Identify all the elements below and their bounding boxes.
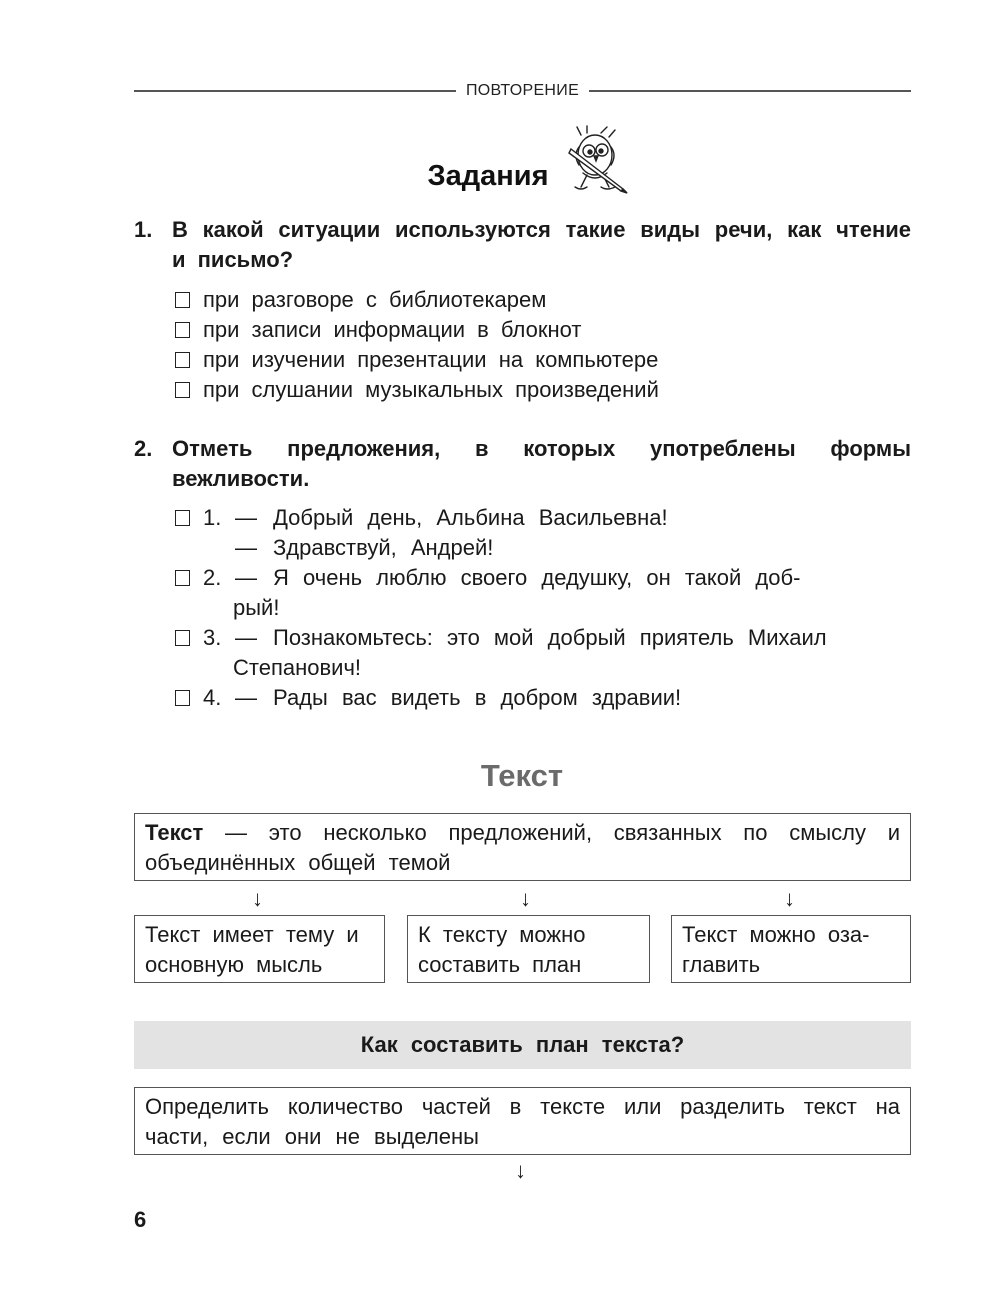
arrow-down-icon: ↓ — [520, 886, 531, 911]
page-number: 6 — [134, 1207, 147, 1232]
tasks-heading — [0, 125, 1000, 197]
question-text: Отметь предложения, в которых употреблены формы вежливости. — [172, 436, 911, 491]
question-1-options — [175, 285, 911, 405]
option-body — [233, 623, 911, 683]
property-box-theme: Текст имеет тему и основную мысль — [134, 915, 385, 983]
tasks-title: Задания — [427, 160, 549, 192]
option-dash: — — [235, 505, 257, 530]
option-line-2: рый! — [233, 595, 280, 620]
option-body — [233, 563, 911, 623]
option-label: при слушании музыкальных произведений — [203, 377, 659, 402]
option-item[interactable] — [175, 375, 911, 405]
checkbox[interactable] — [175, 382, 190, 398]
section-title-text: Текст — [480, 758, 564, 793]
option-line-1: Рады вас видеть в добром здравии! — [273, 685, 682, 710]
option-number: 2. — [203, 565, 222, 590]
option-body — [235, 503, 911, 563]
option-number: 3. — [203, 625, 222, 650]
header-rule-left — [134, 90, 456, 92]
option-line-1: Познакомьтесь: это мой добрый приятель Михаил — [273, 625, 827, 650]
plan-heading: Как составить план текста? — [360, 1032, 685, 1057]
checkbox[interactable] — [175, 630, 190, 646]
checkbox[interactable] — [175, 352, 190, 368]
checkbox[interactable] — [175, 510, 190, 526]
option-label: при изучении презентации на компьютере — [203, 347, 659, 372]
option-item[interactable] — [175, 285, 911, 315]
question-2-options — [175, 503, 911, 713]
option-item[interactable] — [175, 315, 911, 345]
checkbox[interactable] — [175, 570, 190, 586]
owl-with-pencil-icon — [561, 125, 633, 197]
option-item[interactable] — [175, 683, 911, 713]
arrow-down-icon: ↓ — [252, 886, 263, 911]
option-number: 4. — [203, 685, 222, 710]
option-dash: — — [235, 685, 257, 710]
checkbox[interactable] — [175, 322, 190, 338]
question-text: В какой ситуации используются такие виды речи, как чтение и письмо? — [172, 217, 911, 272]
option-item[interactable] — [175, 563, 911, 623]
property-box-plan: К тексту можно составить план — [407, 915, 650, 983]
option-dash: — — [235, 625, 257, 650]
option-body — [273, 683, 911, 713]
arrow-down-icon: ↓ — [515, 1158, 526, 1183]
option-label: при разговоре с библиотекарем — [203, 287, 547, 312]
checkbox[interactable] — [175, 292, 190, 308]
plan-step-box: Определить количество частей в тексте или разделить текст на части, если они не выделены — [134, 1087, 911, 1155]
option-item[interactable] — [175, 503, 911, 563]
running-title: ПОВТОРЕНИЕ — [465, 82, 580, 99]
option-dash: — — [235, 565, 257, 590]
question-number: 1. — [134, 217, 153, 242]
definition-box — [134, 813, 911, 881]
option-dash: — — [235, 535, 257, 560]
running-header — [134, 80, 911, 102]
question-number: 2. — [134, 436, 153, 461]
question-1 — [134, 215, 911, 275]
option-line-1: Я очень люблю своего дедушку, он такой доб- — [273, 565, 801, 590]
checkbox[interactable] — [175, 690, 190, 706]
plan-heading-band — [134, 1021, 911, 1069]
arrow-down-icon: ↓ — [784, 886, 795, 911]
definition-term: Текст — [145, 820, 204, 845]
option-item[interactable] — [175, 345, 911, 375]
option-label: при записи информации в блокнот — [203, 317, 582, 342]
option-line-2: Степанович! — [233, 655, 362, 680]
option-item[interactable] — [175, 623, 911, 683]
option-number: 1. — [203, 505, 222, 530]
definition-text: — это несколько предложений, связанных по смыслу и объединённых общей темой — [145, 820, 900, 875]
option-line-1: Добрый день, Альбина Васильевна! — [273, 505, 668, 530]
property-box-title: Текст можно оза-главить — [671, 915, 911, 983]
question-2 — [134, 434, 911, 494]
option-line-2 — [233, 533, 899, 563]
header-rule-right — [589, 90, 911, 92]
option-line-2-text: Здравствуй, Андрей! — [273, 535, 494, 560]
